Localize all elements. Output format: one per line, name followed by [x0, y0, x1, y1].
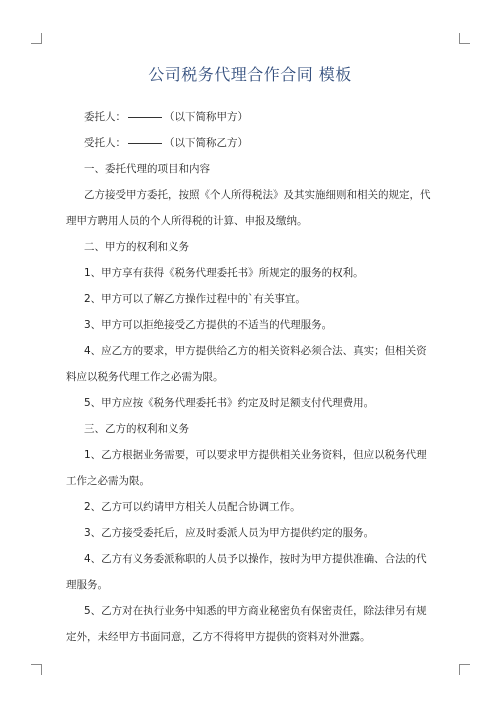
client-blank [128, 117, 162, 118]
section-heading: 二、甲方的权利和义务 [84, 241, 189, 253]
agent-line [66, 130, 436, 156]
document-title: 公司税务代理合作合同 模板 [148, 65, 352, 84]
agent-note: （以下简称乙方） [164, 137, 248, 149]
list-item: 5、甲方应按《税务代理委托书》约定及时足额支付代理费用。 [84, 397, 375, 409]
client-line [66, 104, 436, 130]
list-item: 5、乙方对在执行业务中知悉的甲方商业秘密负有保密责任，除法律另有规定外，未经甲方书面同意，乙方不得将甲方提供的资料对外泄露。 [66, 605, 427, 643]
client-label: 委托人： [84, 111, 126, 123]
client-note: （以下简称甲方） [164, 111, 248, 123]
section-heading: 三、乙方的权利和义务 [84, 423, 189, 435]
crop-mark-bottom-right [459, 664, 470, 675]
list-item: 4、乙方有义务委派称职的人员予以操作，按时为甲方提供准确、合法的代理服务。 [66, 553, 427, 591]
document-body [66, 104, 436, 650]
agent-blank [128, 143, 162, 144]
list-item: 2、甲方可以了解乙方操作过程中的`有关事宜。 [84, 293, 306, 305]
crop-mark-bottom-left [31, 664, 42, 675]
list-item: 1、甲方享有获得《税务代理委托书》所规定的服务的权利。 [84, 267, 364, 279]
list-item: 3、乙方接受委托后，应及时委派人员为甲方提供约定的服务。 [84, 527, 375, 539]
crop-mark-top-right [459, 33, 470, 44]
list-item: 1、乙方根据业务需要，可以要求甲方提供相关业务资料，但应以税务代理工作之必需为限。 [66, 449, 427, 487]
list-item: 4、应乙方的要求，甲方提供给乙方的相关资料必须合法、真实；但相关资料应以税务代理工作之必需为限。 [66, 345, 427, 383]
list-item: 3、甲方可以拒绝接受乙方提供的不适当的代理服务。 [84, 319, 333, 331]
paragraph: 乙方接受甲方委托，按照《个人所得税法》及其实施细则和相关的规定，代理甲方聘用人员的个人所得税的计算、申报及缴纳。 [66, 189, 431, 227]
agent-label: 受托人： [84, 137, 126, 149]
section-heading: 一、委托代理的项目和内容 [84, 163, 210, 175]
list-item: 2、乙方可以约请甲方相关人员配合协调工作。 [84, 501, 301, 513]
crop-mark-top-left [31, 33, 42, 44]
